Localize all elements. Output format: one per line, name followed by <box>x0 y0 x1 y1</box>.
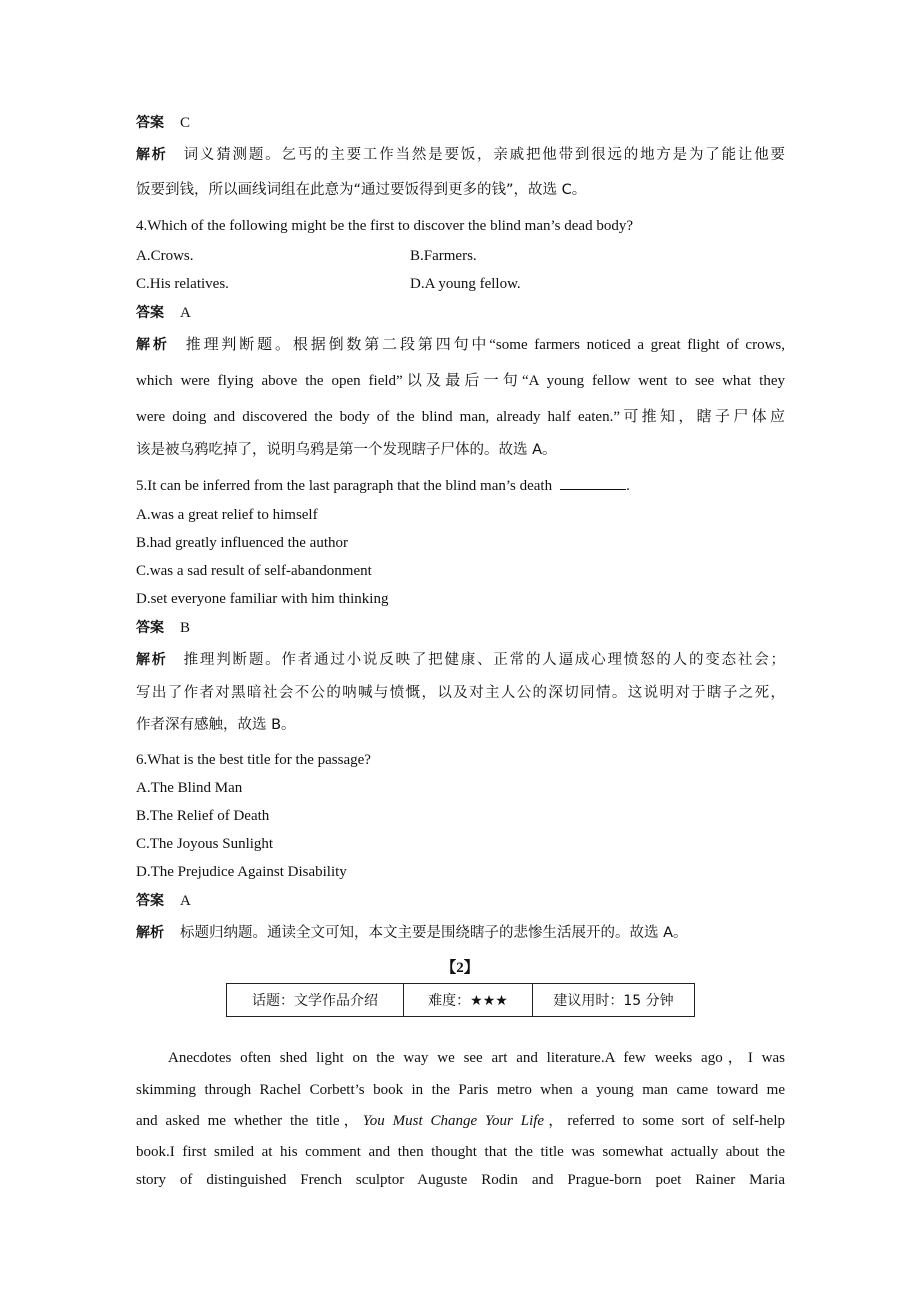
q4-answer-label: 答案 <box>136 305 164 321</box>
q3-analysis-line-2: 饭要到钱，所以画线词组在此意为“通过要饭得到更多的钱”，故选 C。 <box>136 182 587 198</box>
passage-line-4: book.I first smiled at his comment and then thought that the title was somewhat actually about the <box>136 1144 785 1160</box>
q5-option-c: C.was a sad result of self-abandonment <box>136 563 372 579</box>
q3-analysis-label: 解析 <box>136 147 168 163</box>
q3-analysis-line-1: 解析 词义猜测题。乞丐的主要工作当然是要饭，亲戚把他带到很远的地方是为了能让他要 <box>136 147 786 163</box>
q5-analysis-label: 解析 <box>136 652 168 668</box>
q3-answer: C <box>180 115 191 131</box>
topic-cell: 话题：文学作品介绍 <box>227 984 404 1017</box>
q4-answer: A <box>180 305 191 321</box>
passage-line-3: and asked me whether the title，You Must Change Your Life，referred to some sort of self-help <box>136 1113 786 1129</box>
q4-analysis-label: 解析 <box>136 337 170 353</box>
book-title: You Must Change Your Life <box>362 1113 545 1129</box>
q6-option-d: D.The Prejudice Against Disability <box>136 864 347 880</box>
q5-option-a: A.was a great relief to himself <box>136 507 318 523</box>
q5-analysis-line-1: 解析 推理判断题。作者通过小说反映了把健康、正常的人逼成心理愤怒的人的变态社会； <box>136 652 786 668</box>
q6-option-c: C.The Joyous Sunlight <box>136 836 274 852</box>
q6-answer: A <box>180 893 191 909</box>
q4-option-d: D.A young fellow. <box>410 276 521 292</box>
q5-option-d: D.set everyone familiar with him thinking <box>136 591 389 607</box>
passage-line-1: Anecdotes often shed light on the way we see art and literature.A few weeks ago，I was <box>168 1050 785 1066</box>
q6-analysis-line: 解析 标题归纳题。通读全文可知，本文主要是围绕瞎子的悲惨生活展开的。故选 A。 <box>136 925 688 941</box>
section-number: 【2】 <box>441 960 479 976</box>
q3-answer-line <box>136 113 190 133</box>
q4-option-c: C.His relatives. <box>136 276 229 292</box>
q6-option-a: A.The Blind Man <box>136 780 243 796</box>
answer-blank <box>560 475 626 490</box>
q3-answer-label: 答案 <box>136 115 164 131</box>
q4-analysis-line-2: which were flying above the open field”以及最后一句“A young fellow went to see what they <box>136 373 785 389</box>
section-info-table <box>226 983 695 1017</box>
q6-answer-label: 答案 <box>136 893 164 909</box>
q4-option-b: B.Farmers. <box>410 248 477 264</box>
q5-analysis-line-2: 写出了作者对黑暗社会不公的呐喊与愤慨，以及对主人公的深切同情。这说明对于瞎子之死， <box>136 685 785 701</box>
passage-line-2: skimming through Rachel Corbett’s book in the Paris metro when a young man came toward me <box>136 1082 785 1098</box>
time-cell: 建议用时：15 分钟 <box>533 984 695 1017</box>
q5-analysis-line-3: 作者深有感触，故选 B。 <box>136 717 296 733</box>
q6-question: 6.What is the best title for the passage? <box>136 752 371 768</box>
q4-analysis-line-4: 该是被乌鸦吃掉了，说明乌鸦是第一个发现瞎子尸体的。故选 A。 <box>136 442 557 458</box>
q4-analysis-line-3: were doing and discovered the body of the blind man, already half eaten.”可推知，瞎子尸体应 <box>136 409 785 425</box>
q5-answer-line <box>136 618 190 638</box>
q4-analysis-line-1: 解析 推理判断题。根据倒数第二段第四句中“some farmers noticed a great flight of crows, <box>136 337 786 353</box>
q6-option-b: B.The Relief of Death <box>136 808 270 824</box>
passage-line-5: story of distinguished French sculptor Auguste Rodin and Prague-born poet Rainer Maria <box>136 1172 785 1188</box>
difficulty-cell: 难度：★★★ <box>404 984 533 1017</box>
q4-question: 4.Which of the following might be the first to discover the blind man’s dead body? <box>136 218 633 234</box>
q5-answer-label: 答案 <box>136 620 164 636</box>
q6-analysis-label: 解析 <box>136 925 164 941</box>
q4-option-a: A.Crows. <box>136 248 194 264</box>
q4-answer-line <box>136 303 191 323</box>
q5-answer: B <box>180 620 191 636</box>
q5-question: 5.It can be inferred from the last paragraph that the blind man’s death . <box>136 475 630 496</box>
q6-answer-line <box>136 891 191 911</box>
q5-option-b: B.had greatly influenced the author <box>136 535 349 551</box>
